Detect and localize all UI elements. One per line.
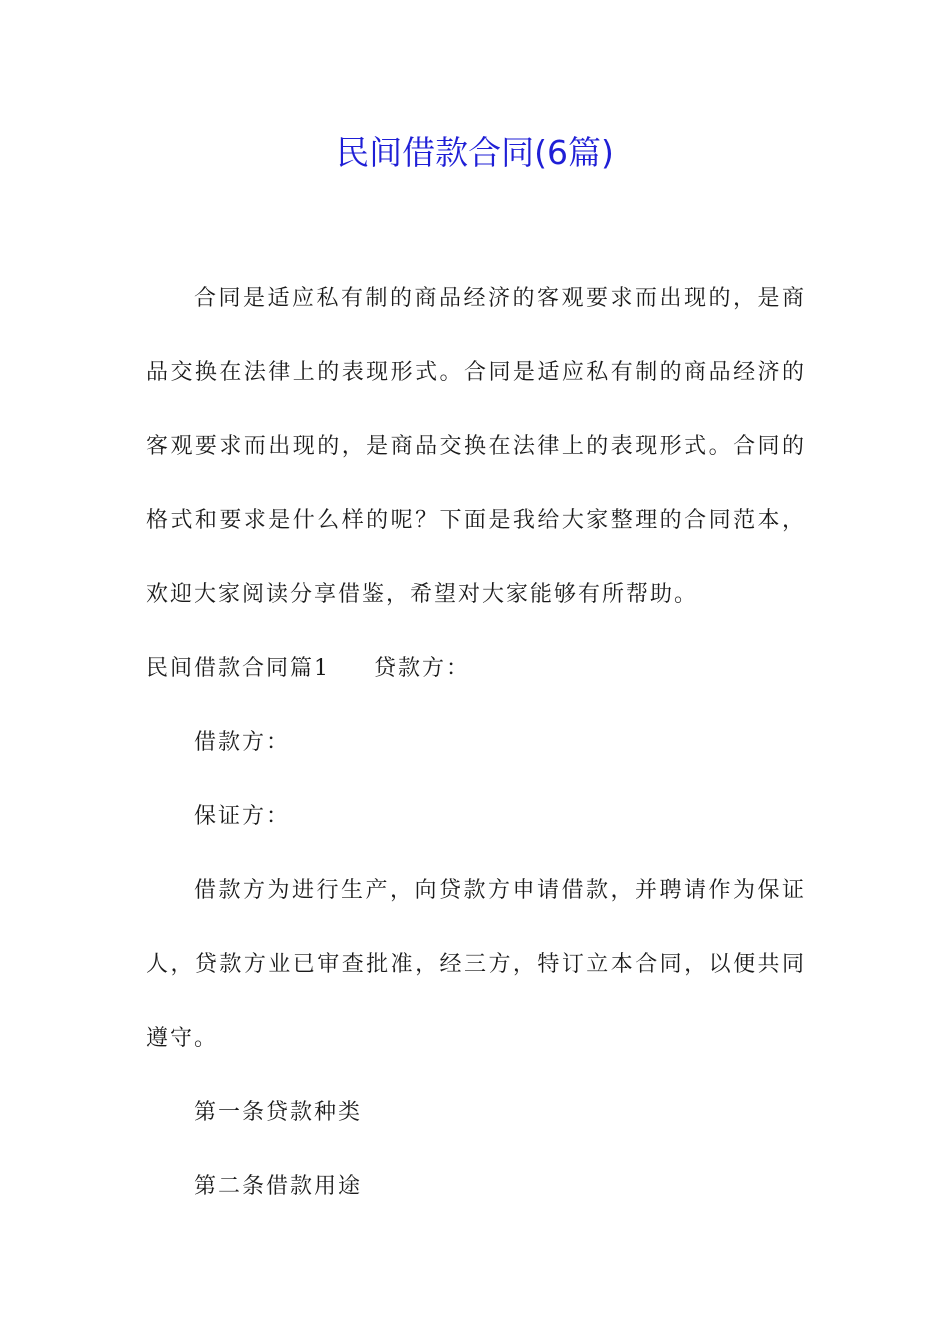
article-1-heading: 第一条贷款种类 xyxy=(194,1100,363,1125)
document-title: 民间借款合同(6篇) xyxy=(336,133,614,172)
borrower-label: 借款方： xyxy=(194,730,291,755)
document-body xyxy=(146,262,806,1224)
lender-label: 贷款方： xyxy=(374,656,471,681)
article-2-heading: 第二条借款用途 xyxy=(194,1174,363,1199)
intro-paragraph: 合同是适应私有制的商品经济的客观要求而出现的，是商品交换在法律上的表现形式。合同是适应私有制的商品经济的客观要求而出现的，是商品交换在法律上的表现形式。合同的格式和要求是什么样的呢？下面是我给大家整理的合同范本，欢迎大家阅读分享借鉴，希望对大家能够有所帮助。 xyxy=(146,286,806,607)
section-title: 民间借款合同篇1 xyxy=(146,656,330,681)
section-heading-line xyxy=(146,632,806,706)
preamble-paragraph: 借款方为进行生产，向贷款方申请借款，并聘请作为保证人，贷款方业已审查批准，经三方，特订立本合同，以便共同遵守。 xyxy=(146,878,806,1051)
guarantor-label: 保证方： xyxy=(194,804,291,829)
